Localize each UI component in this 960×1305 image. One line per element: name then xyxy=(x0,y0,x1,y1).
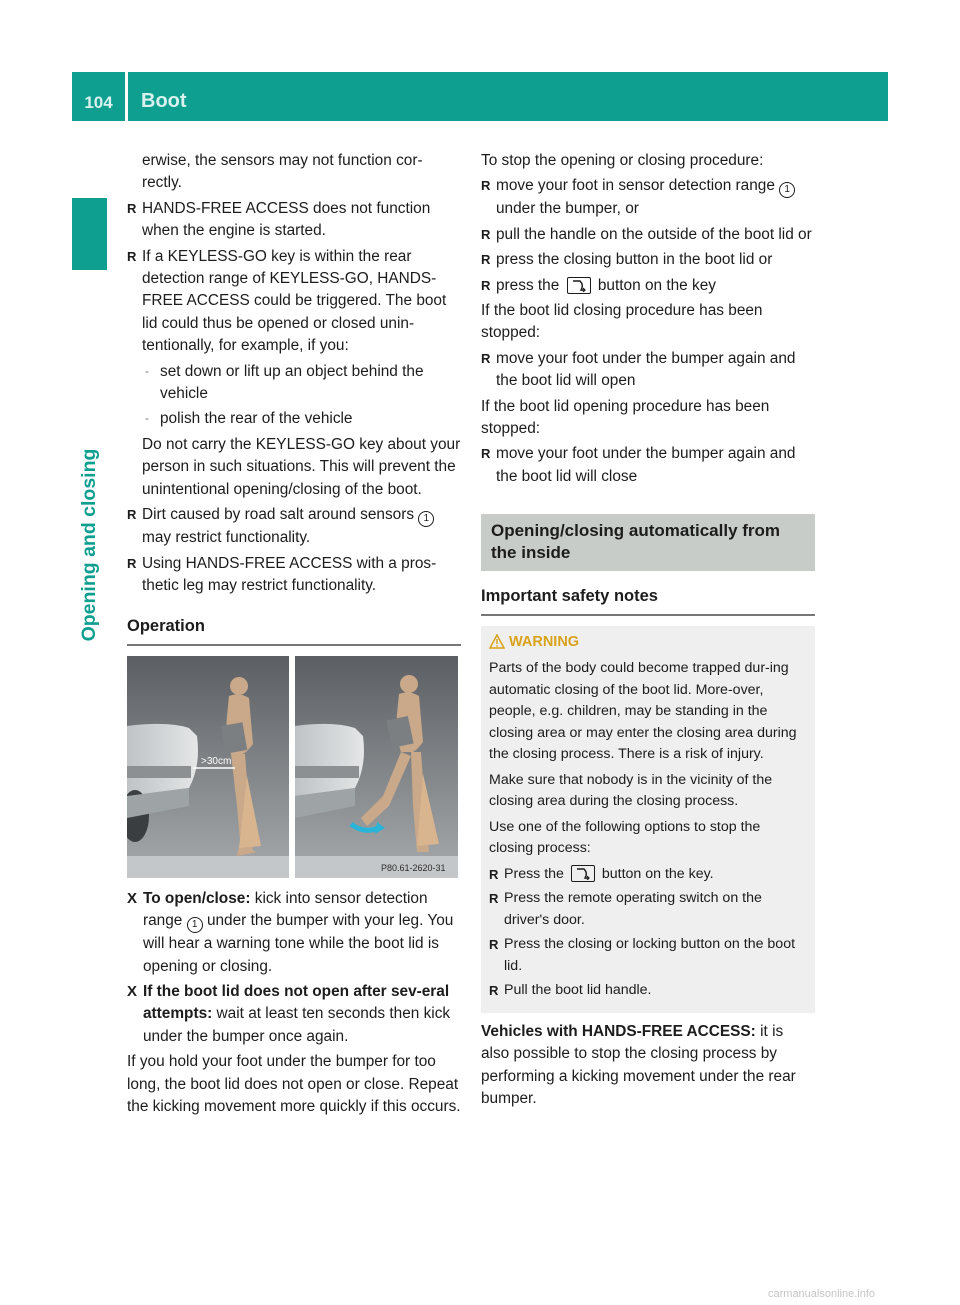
sub-list-item: - set down or lift up an object behind the vehicle xyxy=(127,361,461,406)
side-chapter-label: Opening and closing xyxy=(77,448,100,642)
sensor-marker-icon: 1 xyxy=(418,511,434,527)
section-title: Boot xyxy=(141,90,187,112)
instruction-step: X If the boot lid does not open after sev-eral attempts: wait at least ten seconds then kick under the bumper once again. xyxy=(127,981,461,1048)
page-number: 104 xyxy=(84,93,113,112)
distance-label: >30cm xyxy=(201,755,232,767)
subsection-heading-box: Opening/closing automatically from the inside xyxy=(481,514,815,571)
watermark: carmanualsonline.info xyxy=(768,1288,876,1300)
vehicles-note: Vehicles with HANDS-FREE ACCESS: it is also possible to stop the closing process by performing a kicking movement under the rear bumper. xyxy=(481,1022,796,1107)
boot-lid-key-icon xyxy=(567,277,591,294)
warning-text: Parts of the body could become trapped dur-ing automatic closing of the boot lid. More-over, people, e.g. children, may be standing in the closing area or may enter the closing area during the closing process. There is a risk of injury. xyxy=(489,660,797,763)
figure-code: P80.61-2620-31 xyxy=(381,862,446,873)
header-divider xyxy=(125,72,128,121)
list-item: R Dirt caused by road salt around sensors 1 may restrict functionality. xyxy=(127,504,461,549)
boot-lid-key-icon xyxy=(571,865,595,882)
list-item: R Press the closing or locking button on the boot lid. xyxy=(489,934,805,977)
list-item: R Press the button on the key. xyxy=(489,864,805,886)
stopped-text: If the boot lid opening procedure has been stopped: xyxy=(481,397,770,438)
continued-text: erwise, the sensors may not function cor-rectly. xyxy=(142,152,423,192)
warning-text: Use one of the following options to stop the closing process: xyxy=(489,818,761,857)
operation-heading: Operation xyxy=(127,615,461,645)
list-item: R move your foot under the bumper again and the boot lid will open xyxy=(481,348,815,393)
sensor-marker-icon: 1 xyxy=(187,917,203,933)
list-item: R HANDS-FREE ACCESS does not function when the engine is started. xyxy=(127,198,461,243)
warning-text: Make sure that nobody is in the vicinity of the closing area during the closing process. xyxy=(489,771,773,810)
list-item: R move your foot under the bumper again and the boot lid will close xyxy=(481,443,815,488)
instruction-step: X To open/close: kick into sensor detection range 1 under the bumper with your leg. You will hear a warning tone while the boot lid is opening or closing. xyxy=(127,888,461,978)
list-item: R Press the remote operating switch on the driver's door. xyxy=(489,888,805,931)
list-item: R pull the handle on the outside of the boot lid or xyxy=(481,224,815,246)
safety-heading: Important safety notes xyxy=(481,585,815,615)
list-item: R Using HANDS-FREE ACCESS with a pros-thetic leg may restrict functionality. xyxy=(127,553,461,598)
closing-note: If you hold your foot under the bumper for too long, the boot lid does not open or close. Repeat the kicking movement more quickly if this occurs. xyxy=(127,1053,461,1115)
stopped-text: If the boot lid closing procedure has been stopped: xyxy=(481,302,763,342)
left-column xyxy=(127,150,461,1121)
list-item: R move your foot in sensor detection range 1 under the bumper, or xyxy=(481,175,815,220)
warning-triangle-icon xyxy=(489,634,505,657)
side-tab-marker xyxy=(72,198,107,270)
stop-intro: To stop the opening or closing procedure: xyxy=(481,152,764,169)
sensor-marker-icon: 1 xyxy=(779,182,795,198)
warning-title: WARNING xyxy=(489,632,805,657)
header-bar xyxy=(72,72,888,121)
right-column xyxy=(481,150,815,1113)
kick-sensor-illustration xyxy=(127,656,458,878)
list-item: R Pull the boot lid handle. xyxy=(489,980,805,1002)
note-text: Do not carry the KEYLESS-GO key about your person in such situations. This will prevent the unintentional opening/closing of the boot. xyxy=(142,435,461,498)
sub-list-item: - polish the rear of the vehicle xyxy=(127,408,461,430)
warning-box xyxy=(481,626,815,1013)
list-item: R press the button on the key xyxy=(481,275,815,297)
list-item: R If a KEYLESS-GO key is within the rear detection range of KEYLESS-GO, HANDS-FREE ACCESS could be triggered. The boot lid could thus be opened or closed unin-tentionally, for example, if you: xyxy=(127,246,461,358)
list-item: R press the closing button in the boot lid or xyxy=(481,249,815,271)
